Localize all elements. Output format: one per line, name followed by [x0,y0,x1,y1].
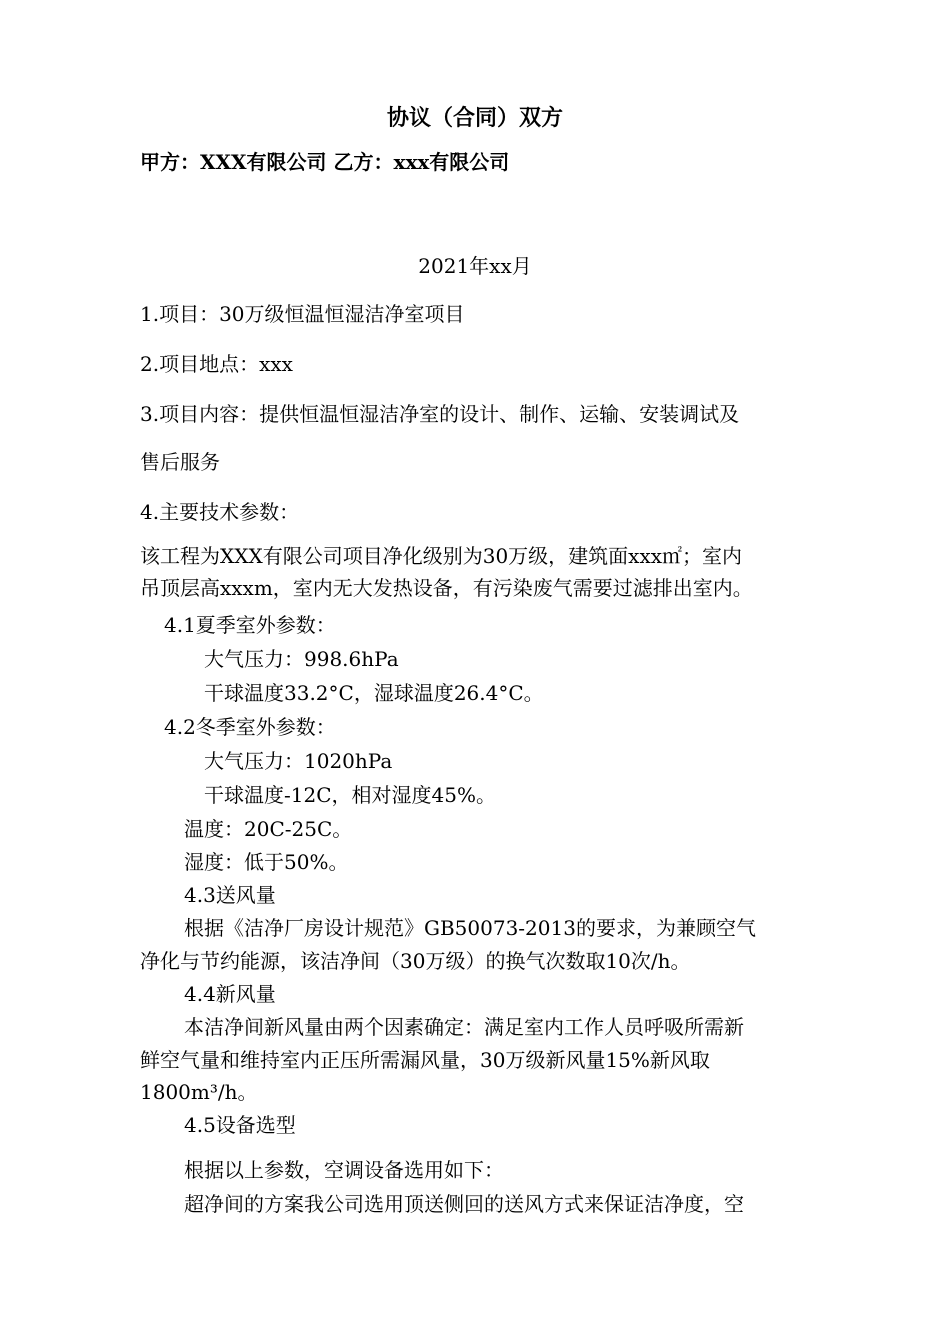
fresh-air-text-line1: 本洁净间新风量由两个因素确定：满足室内工作人员呼吸所需新 [184,1015,744,1039]
item-content-line2: 售后服务 [140,450,220,474]
project-intro-line2: 吊顶层高xxxm，室内无大发热设备，有污染废气需要过滤排出室内。 [140,576,753,600]
supply-air-text-line1: 根据《洁净厂房设计规范》GB50073-2013的要求，为兼顾空气 [184,916,756,940]
fresh-air-heading: 4.4新风量 [184,982,276,1006]
summer-params-heading: 4.1夏季室外参数： [164,613,336,637]
project-intro-line1: 该工程为XXX有限公司项目净化级别为30万级，建筑面xxx㎡；室内 [140,544,743,568]
document-date: 2021年xx月 [418,254,532,278]
document-title: 协议（合同）双方 [386,105,563,131]
equipment-heading: 4.5设备选型 [184,1113,296,1137]
indoor-temperature: 温度：20C-25C。 [184,817,353,841]
contract-parties: 甲方：XXX有限公司 乙方：xxx有限公司 [140,150,510,174]
summer-temperatures: 干球温度33.2°C，湿球温度26.4°C。 [204,681,544,705]
fresh-air-text-line2: 鲜空气量和维持室内正压所需漏风量，30万级新风量15%新风取 [140,1048,710,1072]
winter-pressure: 大气压力：1020hPa [204,749,393,773]
summer-pressure: 大气压力：998.6hPa [204,647,399,671]
equipment-text-line2: 超净间的方案我公司选用顶送侧回的送风方式来保证洁净度，空 [184,1192,744,1216]
fresh-air-text-line3: 1800m³/h。 [140,1080,258,1104]
winter-temperatures: 干球温度-12C，相对湿度45%。 [204,783,496,807]
indoor-humidity: 湿度：低于50%。 [184,850,349,874]
equipment-text-line1: 根据以上参数，空调设备选用如下： [184,1158,504,1182]
item-project: 1.项目：30万级恒温恒湿洁净室项目 [140,302,465,326]
supply-air-heading: 4.3送风量 [184,883,276,907]
item-content-line1: 3.项目内容：提供恒温恒湿洁净室的设计、制作、运输、安装调试及 [140,402,740,426]
item-location: 2.项目地点：xxx [140,352,293,376]
supply-air-text-line2: 净化与节约能源，该洁净间（30万级）的换气次数取10次/h。 [140,949,691,973]
winter-params-heading: 4.2冬季室外参数： [164,715,336,739]
tech-params-heading: 4.主要技术参数： [140,500,300,524]
